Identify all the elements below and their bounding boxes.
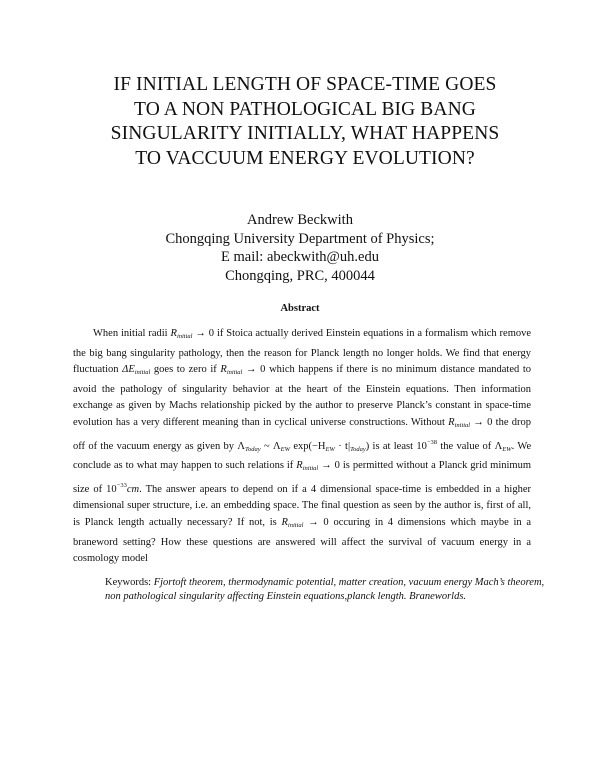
abstract-text: goes to zero if (153, 364, 217, 376)
abstract-text: . We conclude as to what may happen to such relations if (73, 440, 532, 472)
math-delta-e-initial: $\Delta E_{initial}$ (122, 364, 151, 377)
paper-title (80, 73, 530, 171)
author-email: E mail: abeckwith@uh.edu (221, 249, 379, 265)
abstract-heading: Abstract (280, 303, 320, 314)
author-name: Andrew Beckwith (247, 212, 353, 228)
math-lambda-relation: $\Lambda_{Today}$ ~ $\Lambda_{EW}$ $\exp(-H_{EW} \cdot t|_{Today})$ (237, 440, 370, 453)
keywords (105, 576, 545, 603)
abstract-text: which happens if there is no minimum distance mandated to avoid the pathology of singularity behavior at the heart of the Einstein equations. Then information exchange as given by Machs relationship picked by the author to preserve Planck’s constant in space-time evolution has a very different meaning than in cyclical universe constructions. Without (73, 364, 532, 428)
math-arrow: → 0 (195, 328, 215, 339)
math-arrow: → 0 (308, 516, 329, 528)
math-r-initial: $R_{initial}$ (448, 416, 471, 429)
abstract-text: the value of (440, 440, 492, 452)
keywords-label: Keywords: (105, 577, 152, 588)
author-block (0, 211, 600, 285)
author-affiliation: Chongqing University Department of Physics; (165, 230, 435, 247)
abstract-text: the drop off of the vacuum energy as given by (73, 416, 531, 452)
abstract-text: if Stoica actually derived Einstein equations in a formalism which remove the big bang singularity pathology, then the reason for Planck length no longer holds. We find that energy fluctuation (73, 328, 532, 376)
title-line: TO VACCUUM ENERGY EVOLUTION? (135, 147, 475, 169)
abstract-text: occuring in 4 dimensions which maybe in a braneword setting? How these questions are answered will affect the survival of vacuum energy in a cosmology model (73, 516, 532, 565)
math-lambda-ew: $\Lambda_{EW}$ (494, 440, 512, 453)
title-line: SINGULARITY INITIALLY, WHAT HAPPENS (110, 123, 500, 144)
abstract-text: is permitted without a Planck grid minimum size of (73, 460, 532, 495)
abstract-text: When initial radii (93, 328, 168, 339)
abstract-text: . The answer apears to depend on if a 4 dimensional space-time is embedded in a higher dimensional super structure, i.e. an embedding space. The final question as seen by the author is, first of all, is Planck length actually necessary? If not, is (73, 483, 532, 528)
abstract-text: is at least (372, 440, 414, 452)
math-ten-neg38: $10^{-38}$ (416, 438, 438, 452)
math-r-initial: $R_{initial}$ (296, 460, 319, 473)
math-arrow: → 0 (246, 364, 266, 376)
author-address: Chongqing, PRC, 400044 (225, 267, 375, 284)
math-r-initial: $R_{initial}$ (281, 516, 304, 529)
math-r-initial: $R_{initial}$ (170, 328, 193, 340)
math-r-initial: $R_{initial}$ (220, 364, 243, 377)
math-ten-neg33-cm: $10^{-33}cm$ (106, 481, 140, 495)
math-arrow: → 0 (473, 416, 493, 428)
abstract-body (73, 326, 531, 568)
math-arrow: → 0 (321, 460, 340, 472)
title-line: TO A NON PATHOLOGICAL BIG BANG (134, 98, 476, 120)
keywords-text: Fjortoft theorem, thermodynamic potential, matter creation, vacuum energy Mach’s theorem, non pathological singularity affecting Einstein equations,planck length. Braneworlds. (105, 577, 545, 602)
title-line: IF INITIAL LENGTH OF SPACE-TIME GOES (113, 74, 497, 95)
